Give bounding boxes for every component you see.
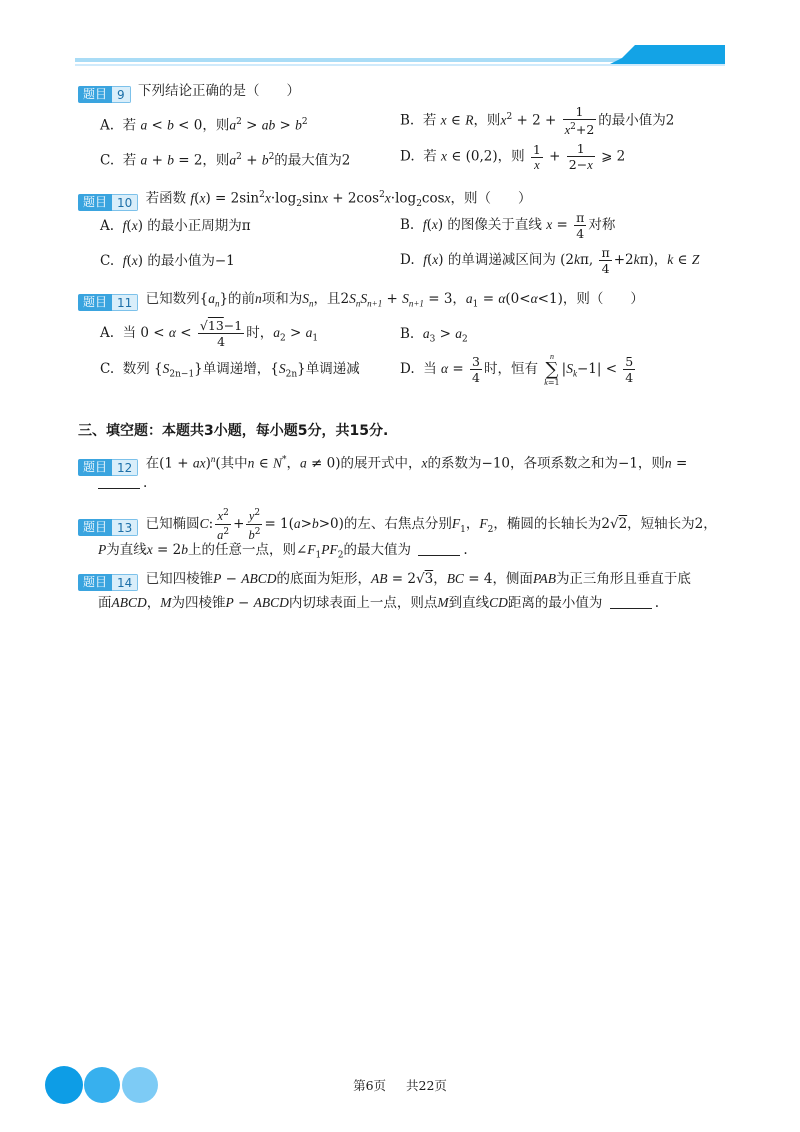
option-a: A. 当 0 < α < $\frac{√13-1}{4}$ 时，$a_2 > a_1$ xyxy=(100,318,319,349)
option-c: C. 若 a + b = 2，则$a^2 + b^2$的最大值为2 xyxy=(100,152,351,169)
header-band-line xyxy=(75,64,725,66)
option-a: A. 若 a < b < 0，则$a^2$ > ab > $b^2$ xyxy=(100,117,308,134)
question-11: 题目 11 已知数列$\{a_n\}$的前n项和为$S_n$，且$2S_nS_{n+1} + S_{n+1} = 3$，$a_1 = \alpha(0<\alpha<1)$，则（ ） xyxy=(78,288,740,316)
question-tag: 题目 12 xyxy=(78,459,138,476)
option-a: A. f(x) 的最小正周期为π xyxy=(100,218,251,234)
question-tag: 题目 10 xyxy=(78,194,138,211)
answer-blank[interactable] xyxy=(98,474,140,489)
question-13-cont: P为直线x = 2b上的任意一点，则$\angle F_1PF_2$的最大值为 . xyxy=(98,542,468,561)
option-b: B. f(x) 的图像关于直线 x = $\frac{\pi}{4}$ 对称 xyxy=(400,210,616,241)
option-d: D. 当 α = $\frac{3}{4}$ 时，恒有 n ∑ k=1 $|S_k-1|$ < $\frac{5}{4}$ xyxy=(400,352,634,387)
question-13: 题目 13 已知椭圆C: $\frac{x^2}{a^2}$ + $\frac{y^2}{b^2}$ = 1(a>b>0)的左、右焦点分别$F_1$，$F_2$，椭圆的长轴长为2√2，短轴长为2， xyxy=(78,506,740,543)
option-d: D. f(x) 的单调递减区间为 (2kπ, $\frac{\pi}{4}$ +2kπ)，k ∈ Z xyxy=(400,245,700,276)
section-title: 三、填空题：本题共3小题，每小题5分，共15分. xyxy=(78,423,389,439)
question-9 xyxy=(78,80,740,103)
header-accent-tab xyxy=(610,45,725,64)
option-b: B. 若 x ∈ R，则$x^2 + 2$ + $\frac{1}{x^2+2}$ 的最小值为2 xyxy=(400,104,675,138)
question-14: 题目 14 已知四棱锥P − ABCD的底面为矩形，AB = 2√3，BC = 4，侧面PAB为正三角形且垂直于底 xyxy=(78,568,740,591)
question-tag: 题目 14 xyxy=(78,574,138,591)
question-tag: 题目 11 xyxy=(78,294,138,311)
option-b: B. $a_3 > a_2$ xyxy=(400,326,468,345)
question-tag: 题目 13 xyxy=(78,519,138,536)
answer-blank[interactable] xyxy=(418,541,460,556)
option-d: D. 若 x ∈ (0,2)，则 $\frac{1}{x}$ + $\frac{1}{2-x}$ ⩾ 2 xyxy=(400,141,626,172)
answer-blank[interactable] xyxy=(610,594,652,609)
question-12-cont: . xyxy=(98,472,147,494)
page-number: 第6页 共22页 xyxy=(353,1078,447,1093)
question-14-cont: 面ABCD，M为四棱锥P − ABCD内切球表面上一点，则点M到直线CD距离的最小值为 . xyxy=(98,595,660,611)
question-10: 题目 10 若函数 $f(x) = 2\sin^2x\cdot\log_2\sin x + 2\cos^2x\cdot\log_2\cos x$，则（ ） xyxy=(78,184,740,215)
question-stem: 下列结论正确的是（ ） xyxy=(137,83,300,99)
option-c: C. 数列 $\{S_{2n-1}\}$单调递增，$\{S_{2n}\}$单调递减 xyxy=(100,361,360,380)
header-decoration xyxy=(0,40,800,80)
question-12: 题目 12 在(1 + ax)$^n$(其中n ∈ N*，a ≠ 0)的展开式中，x的系数为−10，各项系数之和为−1，则n = xyxy=(78,448,740,476)
question-tag: 题目 9 xyxy=(78,86,131,103)
option-c: C. f(x) 的最小值为−1 xyxy=(100,253,235,269)
